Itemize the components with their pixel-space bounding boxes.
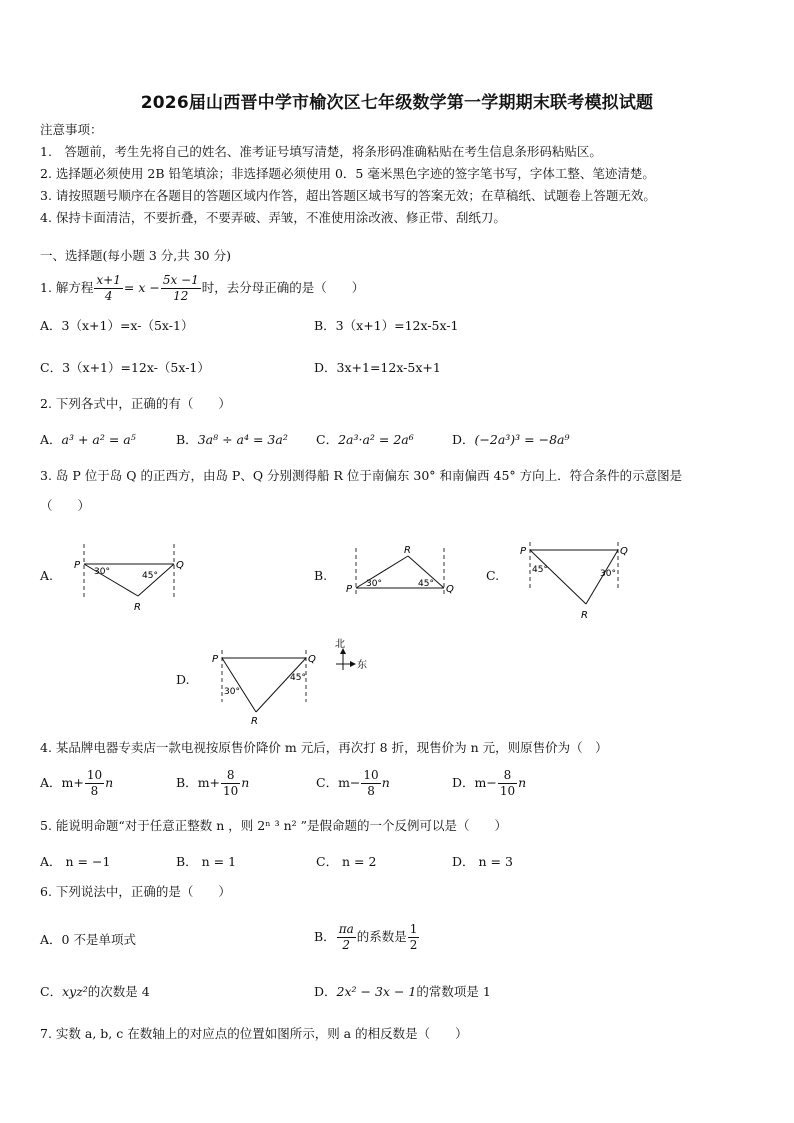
q6-option-d: D．2x² − 3x − 1的常数项是 1: [314, 984, 491, 999]
notice-item-4: 4. 保持卡面清洁，不要折叠，不要弄破、弄皱，不准使用涂改液、修正带、刮纸刀。: [40, 210, 506, 225]
label-p: P: [74, 560, 81, 571]
q4-option-d: D．m− $\frac{8}{10}$ n: [452, 768, 527, 798]
notice-item-3: 3. 请按照题号顺序在各题目的答题区域内作答，超出答题区域书写的答案无效；在草稿纸、试题卷上答题无效。: [40, 188, 656, 203]
angle-30: 30°: [600, 569, 616, 579]
label-q: Q: [620, 546, 628, 557]
q1-option-b: B．3（x+1）=12x-5x-1: [314, 318, 459, 333]
label-r: R: [134, 602, 141, 613]
q6-option-c: C．xyz²的次数是 4: [40, 984, 150, 999]
question-7-stem: 7. 实数 a, b, c 在数轴上的对应点的位置如图所示，则 a 的相反数是（ ）: [40, 1026, 468, 1041]
q4-option-c: C．m− $\frac{10}{8}$ n: [316, 768, 390, 798]
fraction-x-plus-1-over-4: $\frac{x+1}{4}$: [96, 273, 121, 303]
q5-option-b: B． n = 1: [176, 854, 237, 869]
label-r: R: [404, 545, 411, 556]
question-2-stem: 2. 下列各式中，正确的有（ ）: [40, 396, 231, 411]
q2-option-d: D．(−2a³)³ = −8a⁹: [452, 432, 570, 447]
exam-title: 2026届山西晋中学市榆次区七年级数学第一学期期末联考模拟试题: [140, 93, 654, 113]
label-q: Q: [308, 654, 316, 665]
notice-item-2: 2. 选择题必须使用 2B 铅笔填涂；非选择题必须使用 0．5 毫米黑色字迹的签字笔书写，字体工整、笔迹清楚。: [40, 166, 655, 181]
q3-diagram-c: [514, 538, 634, 622]
q6-option-a: A．0 不是单项式: [40, 932, 136, 947]
compass-rose: [332, 636, 378, 676]
section-heading: 一、选择题(每小题 3 分,共 30 分): [40, 248, 231, 263]
label-r: R: [251, 716, 258, 727]
angle-45: 45°: [418, 579, 434, 589]
q3-diagram-a: [70, 540, 190, 616]
q5-option-c: C． n = 2: [316, 854, 377, 869]
angle-45: 45°: [532, 565, 548, 575]
angle-30: 30°: [366, 579, 382, 589]
q1-option-d: D．3x+1=12x-5x+1: [314, 360, 441, 375]
segment-pr: [222, 658, 256, 712]
question-1-stem: 1. 解方程 $\frac{x+1}{4}$ = x − $\frac{5x -1}{12}$ 时，去分母正确的是（ ）: [40, 273, 365, 303]
q5-option-a: A． n = −1: [40, 854, 111, 869]
q3-option-b-label: B.: [314, 568, 328, 583]
q5-option-d: D． n = 3: [452, 854, 513, 869]
notice-item-1: 1. 答题前，考生先将自己的姓名、准考证号填写清楚，将条形码准确粘贴在考生信息条形码粘贴区。: [40, 144, 602, 159]
q3-option-c-label: C.: [486, 568, 500, 583]
q4-option-a: A．m+ $\frac{10}{8}$ n: [40, 768, 114, 798]
label-east: 东: [357, 660, 367, 671]
label-p: P: [212, 654, 219, 665]
label-q: Q: [176, 560, 184, 571]
segment-pr: [530, 550, 586, 604]
angle-30: 30°: [224, 687, 240, 697]
segment-pr: [356, 556, 408, 588]
q2-option-a: A．a³ + a² = a⁵: [40, 432, 136, 447]
q3-option-d-label: D.: [176, 672, 190, 687]
label-p: P: [346, 584, 353, 595]
label-r: R: [581, 610, 588, 621]
question-3-stem: 3. 岛 P 位于岛 Q 的正西方，由岛 P、Q 分别测得船 R 位于南偏东 30° 和南偏西 45° 方向上．符合条件的示意图是: [40, 468, 683, 483]
q1-option-a: A．3（x+1）=x-（5x-1）: [40, 318, 194, 333]
q3-option-a-label: A.: [40, 568, 54, 583]
question-6-stem: 6. 下列说法中，正确的是（ ）: [40, 884, 231, 899]
question-5-stem: 5. 能说明命题“对于任意正整数 n ，则 2ⁿ ³ n² ”是假命题的一个反例可以是（ ）: [40, 818, 508, 833]
angle-45: 45°: [142, 571, 158, 581]
segment-qr: [256, 658, 306, 712]
label-north: 北: [335, 639, 345, 650]
question-3-paren: （ ）: [40, 498, 91, 513]
q3-diagram-d: [206, 646, 326, 728]
segment-pr: [84, 564, 138, 596]
q6-option-b: B． $\frac{\pi a}{2}$ 的系数是 $\frac{1}{2}$: [314, 922, 418, 952]
angle-30: 30°: [94, 567, 110, 577]
label-p: P: [520, 546, 527, 557]
q1-option-c: C．3（x+1）=12x-（5x-1）: [40, 360, 210, 375]
angle-45: 45°: [290, 673, 306, 683]
q2-option-c: C．2a³·a² = 2a⁶: [316, 432, 414, 447]
question-4-stem: 4. 某品牌电器专卖店一款电视按原售价降价 m 元后，再次打 8 折，现售价为 n 元，则原售价为（ ）: [40, 740, 608, 755]
label-q: Q: [446, 584, 454, 595]
q4-option-b: B．m+ $\frac{8}{10}$ n: [176, 768, 250, 798]
q3-diagram-b: [340, 540, 470, 600]
notice-heading: 注意事项：: [40, 122, 103, 137]
q2-option-b: B．3a⁸ ÷ a⁴ = 3a²: [176, 432, 288, 447]
fraction-5x-minus-1-over-12: $\frac{5x -1}{12}$: [162, 273, 199, 303]
